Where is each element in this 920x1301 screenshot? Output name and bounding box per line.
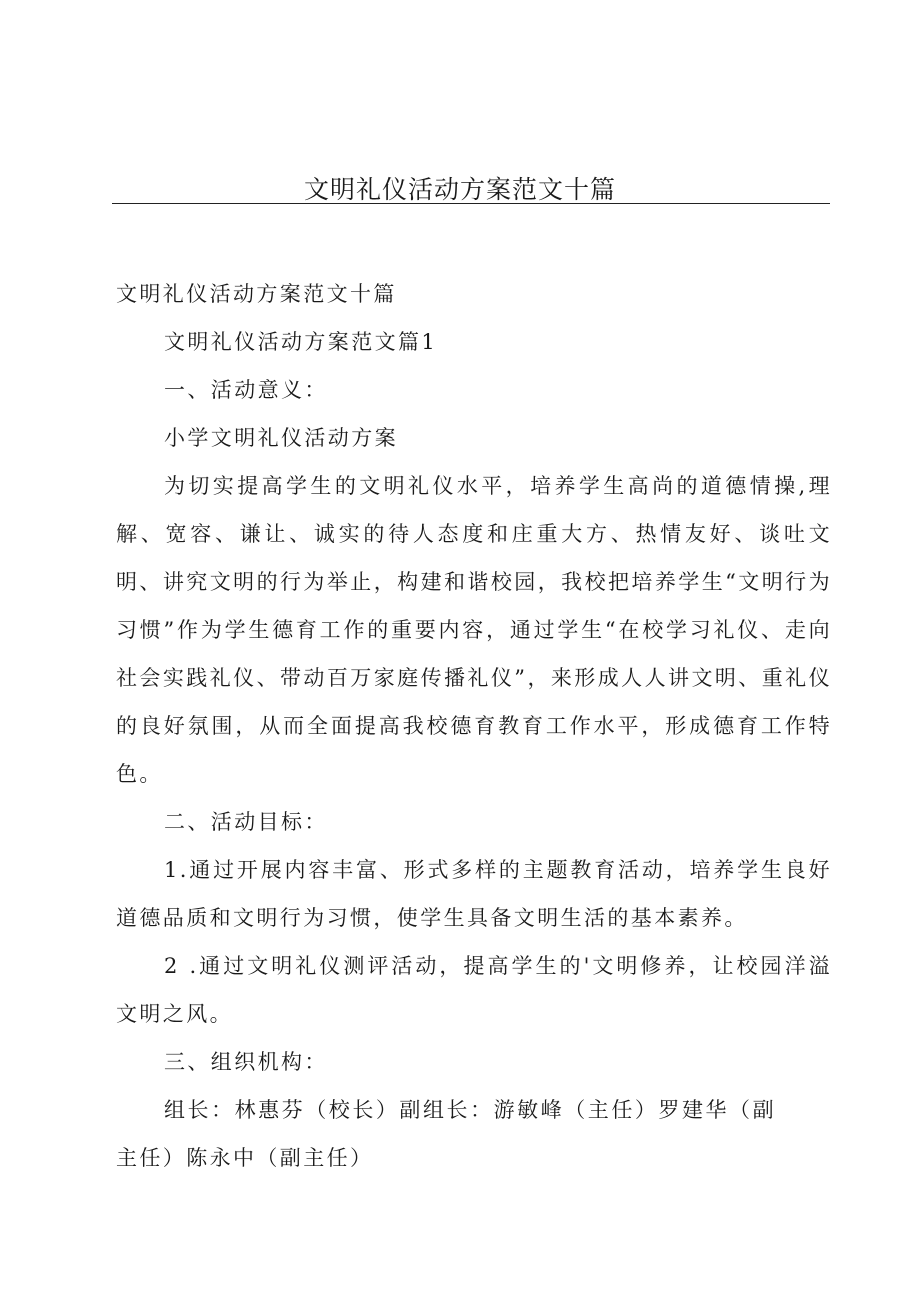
paragraph-heading: 文明礼仪活动方案范文十篇 [116, 282, 397, 306]
title-underline [112, 203, 830, 204]
paragraph-body: 为切实提高学生的文明礼仪水平，培养学生高尚的道德情操,理解、宽容、谦让、诚实的待人态度和庄重大方、热情友好、谈吐文明、讲究文明的行为举止，构建和谐校园，我校把培养学生“文明行为习惯”作为学生德育工作的重要内容，通过学生“在校学习礼仪、走向社会实践礼仪、带动百万家庭传播礼仪”，来形成人人讲文明、重礼仪的良好氛围，从而全面提高我校德育教育工作水平，形成德育工作特色。 [116, 474, 832, 786]
paragraph-plan-name: 小学文明礼仪活动方案 [164, 426, 398, 450]
section-heading-3: 三、组织机构： [164, 1050, 328, 1074]
page-title: 文明礼仪活动方案范文十篇 [303, 175, 616, 204]
section-heading-1: 一、活动意义： [164, 378, 328, 402]
paragraph-goal-2: 2 .通过文明礼仪测评活动，提高学生的'文明修养，让校园洋溢文明之风。 [116, 954, 832, 1026]
document-body [116, 270, 832, 1182]
section-heading-2: 二、活动目标： [164, 810, 328, 834]
paragraph-organization: 组长：林惠芬（校长）副组长：游敏峰（主任）罗建华（副主任）陈永中（副主任） [116, 1098, 776, 1170]
paragraph-goal-1: 1.通过开展内容丰富、形式多样的主题教育活动，培养学生良好道德品质和文明行为习惯，使学生具备文明生活的基本素养。 [116, 858, 832, 930]
paragraph-subheading: 文明礼仪活动方案范文篇1 [164, 330, 438, 354]
